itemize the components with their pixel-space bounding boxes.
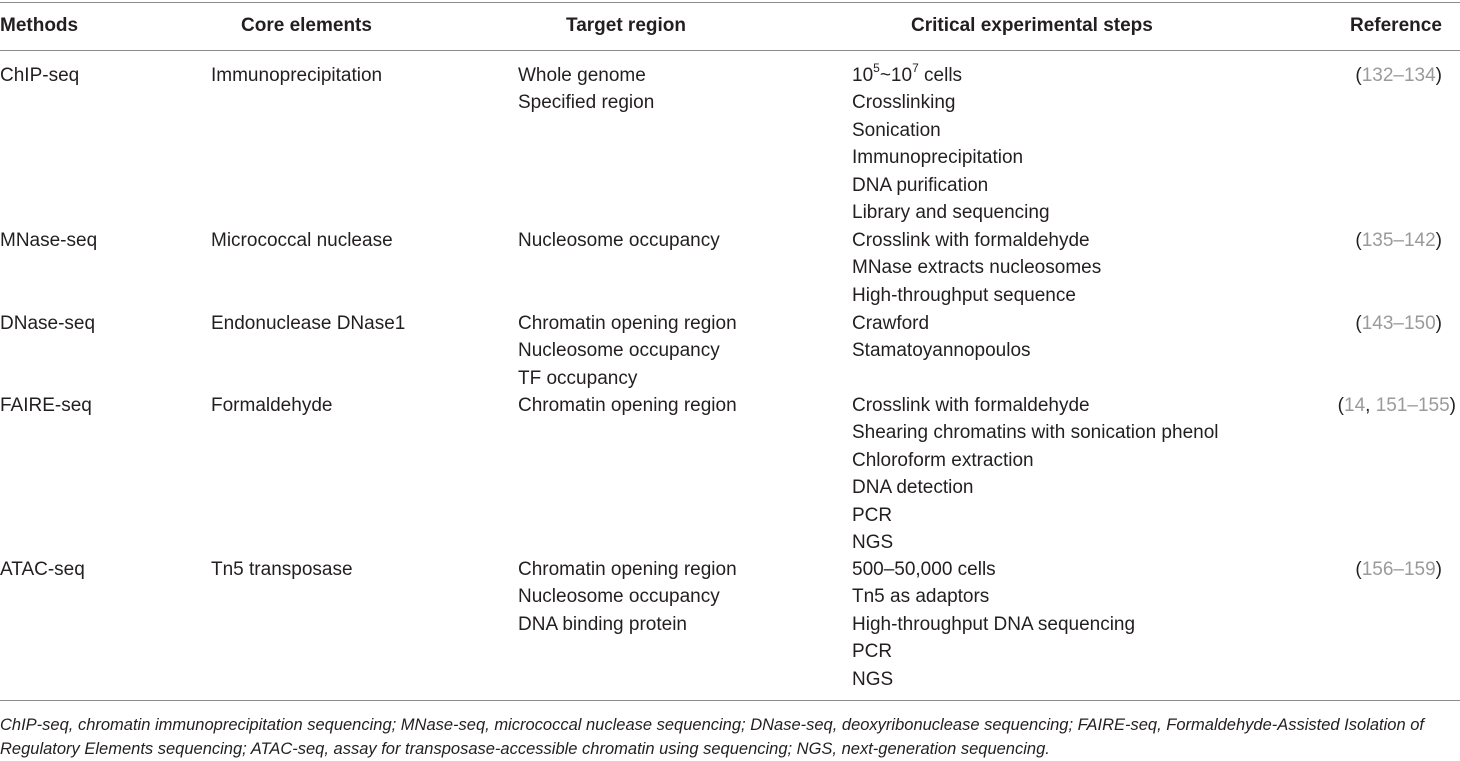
steps-cell: Crosslink with formaldehyde Shearing chromatins with sonication phenol Chloroform extraction DNA detection PCR NGS: [852, 395, 1219, 553]
header-rule: [0, 50, 1460, 51]
target-region-cell: Chromatin opening region Nucleosome occupancy TF occupancy: [518, 313, 737, 389]
steps-cell: $10^5\sim 10^7$ cells Crosslinking Sonication Immunoprecipitation DNA purification Library and sequencing: [852, 60, 1050, 223]
steps-cell: Crawford Stamatoyannopoulos: [852, 313, 1031, 362]
table-footnote: ChIP-seq, chromatin immunoprecipitation sequencing; MNase-seq, micrococcal nuclease sequencing; DNase-seq, deoxyribonuclease sequencing; FAIRE-seq, Formaldehyde-Assisted Isolation of Regulatory Elements sequencing; ATAC-seq, assay for transposase-accessible chromatin using sequencing; NGS, next-generation sequencing.: [0, 716, 1424, 758]
cell-count-step: $10^5\sim 10^7$ cells: [852, 60, 963, 86]
header-reference: Reference: [1350, 15, 1442, 36]
reference-cell: (135–142): [1355, 230, 1442, 251]
method-cell: ChIP-seq: [0, 65, 80, 86]
target-region-cell: Whole genome Specified region: [518, 65, 655, 114]
core-element-cell: Micrococcal nuclease: [211, 230, 393, 251]
reference-link[interactable]: 143–150: [1361, 313, 1436, 334]
target-region-cell: Chromatin opening region Nucleosome occupancy DNA binding protein: [518, 559, 737, 635]
method-cell: MNase-seq: [0, 230, 98, 251]
reference-cell: (14, 151–155): [1337, 395, 1456, 416]
reference-link[interactable]: 14: [1344, 395, 1366, 416]
header-methods: Methods: [0, 15, 79, 36]
steps-cell: Crosslink with formaldehyde MNase extracts nucleosomes High-throughput sequence: [852, 230, 1102, 306]
reference-cell: (143–150): [1355, 313, 1442, 334]
reference-cell: (132–134): [1355, 65, 1442, 86]
header-target-region: Target region: [566, 15, 686, 36]
reference-link[interactable]: 135–142: [1361, 230, 1436, 251]
core-element-cell: Formaldehyde: [211, 395, 333, 416]
target-region-cell: Chromatin opening region: [518, 395, 737, 416]
header-critical-steps: Critical experimental steps: [911, 15, 1153, 36]
reference-link[interactable]: 132–134: [1361, 65, 1436, 86]
bottom-rule: [0, 700, 1460, 701]
core-element-cell: Immunoprecipitation: [211, 65, 383, 86]
method-cell: FAIRE-seq: [0, 395, 92, 416]
header-core-elements: Core elements: [241, 15, 372, 36]
steps-cell: 500–50,000 cells Tn5 as adaptors High-throughput DNA sequencing PCR NGS: [852, 559, 1136, 690]
method-cell: DNase-seq: [0, 313, 96, 334]
core-element-cell: Tn5 transposase: [211, 559, 353, 580]
reference-link[interactable]: 156–159: [1361, 559, 1436, 580]
core-element-cell: Endonuclease DNase1: [211, 313, 406, 334]
method-cell: ATAC-seq: [0, 559, 85, 580]
reference-cell: (156–159): [1355, 559, 1442, 580]
target-region-cell: Nucleosome occupancy: [518, 230, 720, 251]
reference-link[interactable]: 151–155: [1375, 395, 1450, 416]
top-rule: [0, 2, 1460, 3]
